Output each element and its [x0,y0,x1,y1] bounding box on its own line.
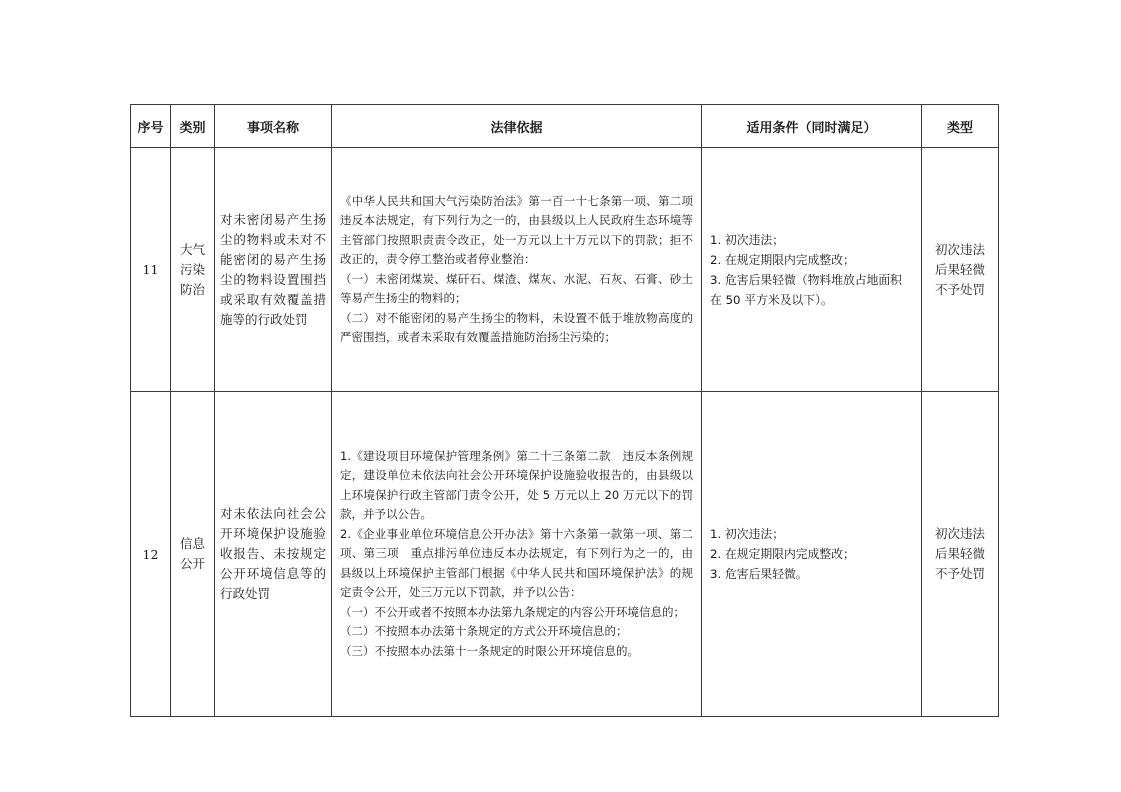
header-type: 类型 [922,105,999,148]
row-category-cell [171,148,215,392]
condition-item: 2. 在规定期限内完成整改； [710,547,855,561]
legal-basis-paragraph: （二）不按照本办法第十条规定的方式公开环境信息的； [340,624,628,639]
condition-item: 1. 初次违法； [710,527,784,541]
row-type-cell [922,148,999,392]
header-category: 类别 [171,105,215,148]
condition-item: 2. 在规定期限内完成整改； [710,252,855,267]
legal-basis-paragraph: 《中华人民共和国大气污染防治法》第一百一十七条第一项、第二项 违反本法规定，有下列行为之一的，由县级以上人民政府生态环境等主管部门按照职责责令改正，处一万元以上十万元以下的罚款；拒不改正的，责令停工整治或者停业整治： [340,193,705,266]
penalty-exemption-table [130,104,999,717]
condition-item: 3. 危害后果轻微（物料堆放占地面积在 50 平方米及以下）。 [710,272,902,307]
row-type-cell [922,392,999,717]
legal-basis-paragraph: 2.《企业事业单位环境信息公开办法》第十六条第一款第一项、第二项、第三项 重点排污单位违反本办法规定，有下列行为之一的，由县级以上环境保护主管部门根据《中华人民共和国环境保护法》的规定责令公开，处三万元以下罚款，并予以公告： [340,526,693,600]
row-category: 大气污染防治 [179,241,205,297]
header-seq: 序号 [131,105,171,148]
row-seq: 12 [131,392,171,717]
legal-basis-paragraph: （一）不公开或者不按照本办法第九条规定的内容公开环境信息的； [340,604,685,619]
row-seq: 11 [131,148,171,392]
header-conditions: 适用条件（同时满足） [702,105,922,148]
table-header-row [131,105,999,148]
row-legal-basis [332,392,702,717]
table-row [131,392,999,717]
row-type: 初次违法后果轻微不予处罚 [934,241,985,297]
row-conditions [702,148,922,392]
condition-item: 3. 危害后果轻微。 [710,567,808,581]
row-category: 信息公开 [179,536,205,571]
legal-basis-paragraph: （二）对不能密闭的易产生扬尘的物料，未设置不低于堆放物高度的严密围挡，或者未采取有效覆盖措施防治扬尘污染的； [340,310,693,344]
row-item-name: 对未密闭易产生扬尘的物料或未对不能密闭的易产生扬尘的物料设置围挡或采取有效覆盖措施等的行政处罚 [215,148,332,392]
table-row [131,148,999,392]
legal-basis-paragraph: （一）未密闭煤炭、煤矸石、煤渣、煤灰、水泥、石灰、石膏、砂土等易产生扬尘的物料的； [340,271,693,305]
legal-basis-paragraph: 1.《建设项目环境保护管理条例》第二十三条第二款 违反本条例规定，建设单位未依法向社会公开环境保护设施验收报告的，由县级以上环境保护行政主管部门责令公开，处 5 万元以上 20 万元以下的罚款，并予以公告。 [340,448,693,522]
header-legal-basis: 法律依据 [332,105,702,148]
header-item-name: 事项名称 [215,105,332,148]
row-conditions [702,392,922,717]
row-type: 初次违法后果轻微不予处罚 [934,526,985,581]
row-item-name: 对未依法向社会公开环境保护设施验收报告、未按规定公开环境信息等的行政处罚 [215,392,332,717]
legal-basis-paragraph: （三）不按照本办法第十一条规定的时限公开环境信息的。 [340,643,639,658]
condition-item: 1. 初次违法； [710,232,784,247]
row-category-cell [171,392,215,717]
row-legal-basis [332,148,705,392]
